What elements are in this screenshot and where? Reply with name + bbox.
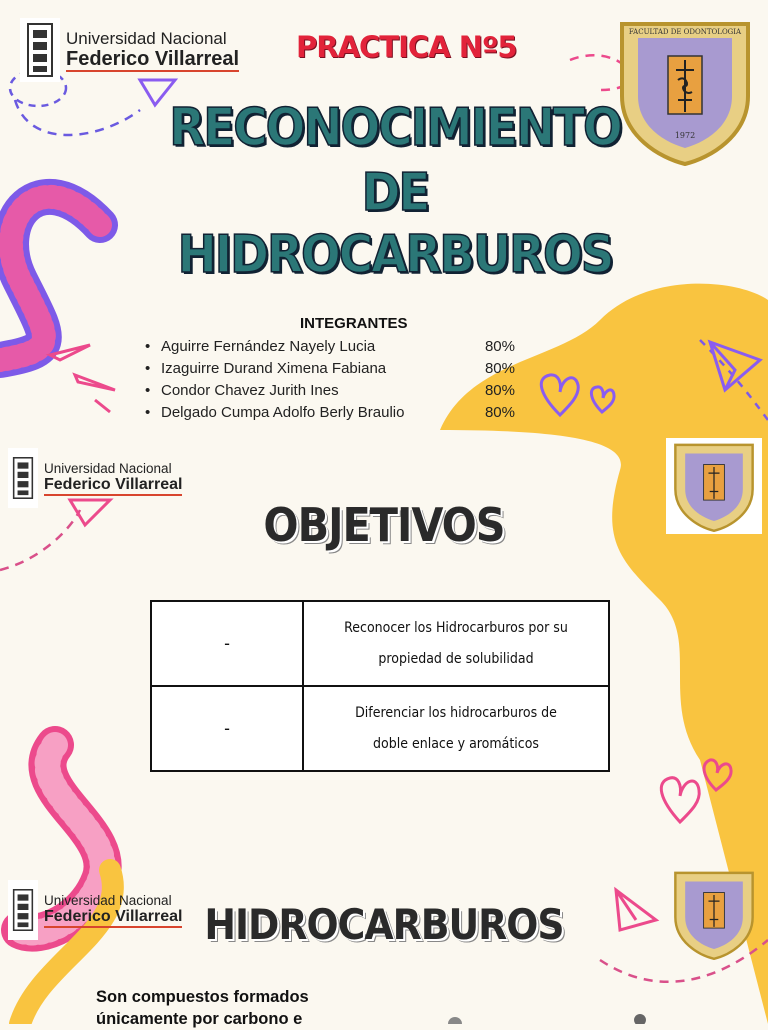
objetivos-heading: OBJETIVOS	[263, 498, 505, 552]
hidrocarburos-paragraph	[96, 986, 356, 1030]
objective-cell	[303, 601, 609, 686]
university-logo-top	[20, 18, 239, 82]
table-row	[151, 601, 609, 686]
member-name: Delgado Cumpa Adolfo Berly Braulio	[161, 404, 405, 421]
paragraph-line: Son compuestos formados	[96, 988, 309, 1006]
seal-top-text: FACULTAD DE ODONTOLOGIA	[628, 28, 742, 36]
member-percent: 80%	[484, 360, 515, 377]
objective-line: Diferenciar los hidrocarburos de	[355, 704, 557, 721]
title-line-1: RECONOCIMIENTO	[169, 98, 621, 158]
member-percent: 80%	[484, 382, 515, 399]
objective-line: Reconocer los Hidrocarburos por su	[344, 619, 568, 636]
objective-cell	[303, 686, 609, 771]
paragraph-line: únicamente por carbono e	[96, 1010, 303, 1028]
university-name-line1: Universidad Nacional	[66, 28, 227, 48]
university-name-line2: Federico Villarreal	[44, 908, 182, 928]
university-name-line1: Universidad Nacional	[44, 460, 172, 476]
row-marker: -	[151, 686, 303, 771]
member-name: Aguirre Fernández Nayely Lucia	[161, 338, 376, 355]
seal-year: 1972	[674, 131, 696, 140]
university-name-line2: Federico Villarreal	[66, 47, 240, 70]
objective-line: doble enlace y aromáticos	[373, 735, 539, 752]
member-name: Izaguirre Durand Ximena Fabiana	[161, 360, 387, 377]
list-item: • Delgado Cumpa Adolfo Berly Braulio 80%	[145, 402, 525, 424]
title-line-3: HIDROCARBUROS	[177, 225, 613, 285]
faculty-seal-large	[610, 16, 760, 166]
hidrocarburos-heading: HIDROCARBUROS	[204, 900, 564, 949]
university-name-line1: Universidad Nacional	[44, 892, 172, 908]
list-item: • Condor Chavez Jurith Ines 80%	[145, 380, 525, 402]
member-percent: 80%	[484, 338, 515, 355]
practica-label: PRACTICA Nº5	[296, 30, 517, 64]
member-percent: 80%	[484, 404, 515, 421]
burst-lines	[50, 345, 115, 412]
integrantes-list	[145, 336, 525, 424]
objective-line: propiedad de solubilidad	[378, 650, 534, 667]
university-crest-icon	[20, 18, 60, 82]
title-line-2: DE	[361, 163, 429, 223]
list-item: • Izaguirre Durand Ximena Fabiana 80%	[145, 358, 525, 380]
list-item: • Aguirre Fernández Nayely Lucia 80%	[145, 336, 525, 358]
row-marker: -	[151, 601, 303, 686]
integrantes-heading: INTEGRANTES	[300, 315, 408, 332]
table-row	[151, 686, 609, 771]
university-name-line2: Federico Villarreal	[44, 476, 182, 496]
objetivos-table	[150, 600, 610, 772]
member-name: Condor Chavez Jurith Ines	[161, 382, 339, 399]
